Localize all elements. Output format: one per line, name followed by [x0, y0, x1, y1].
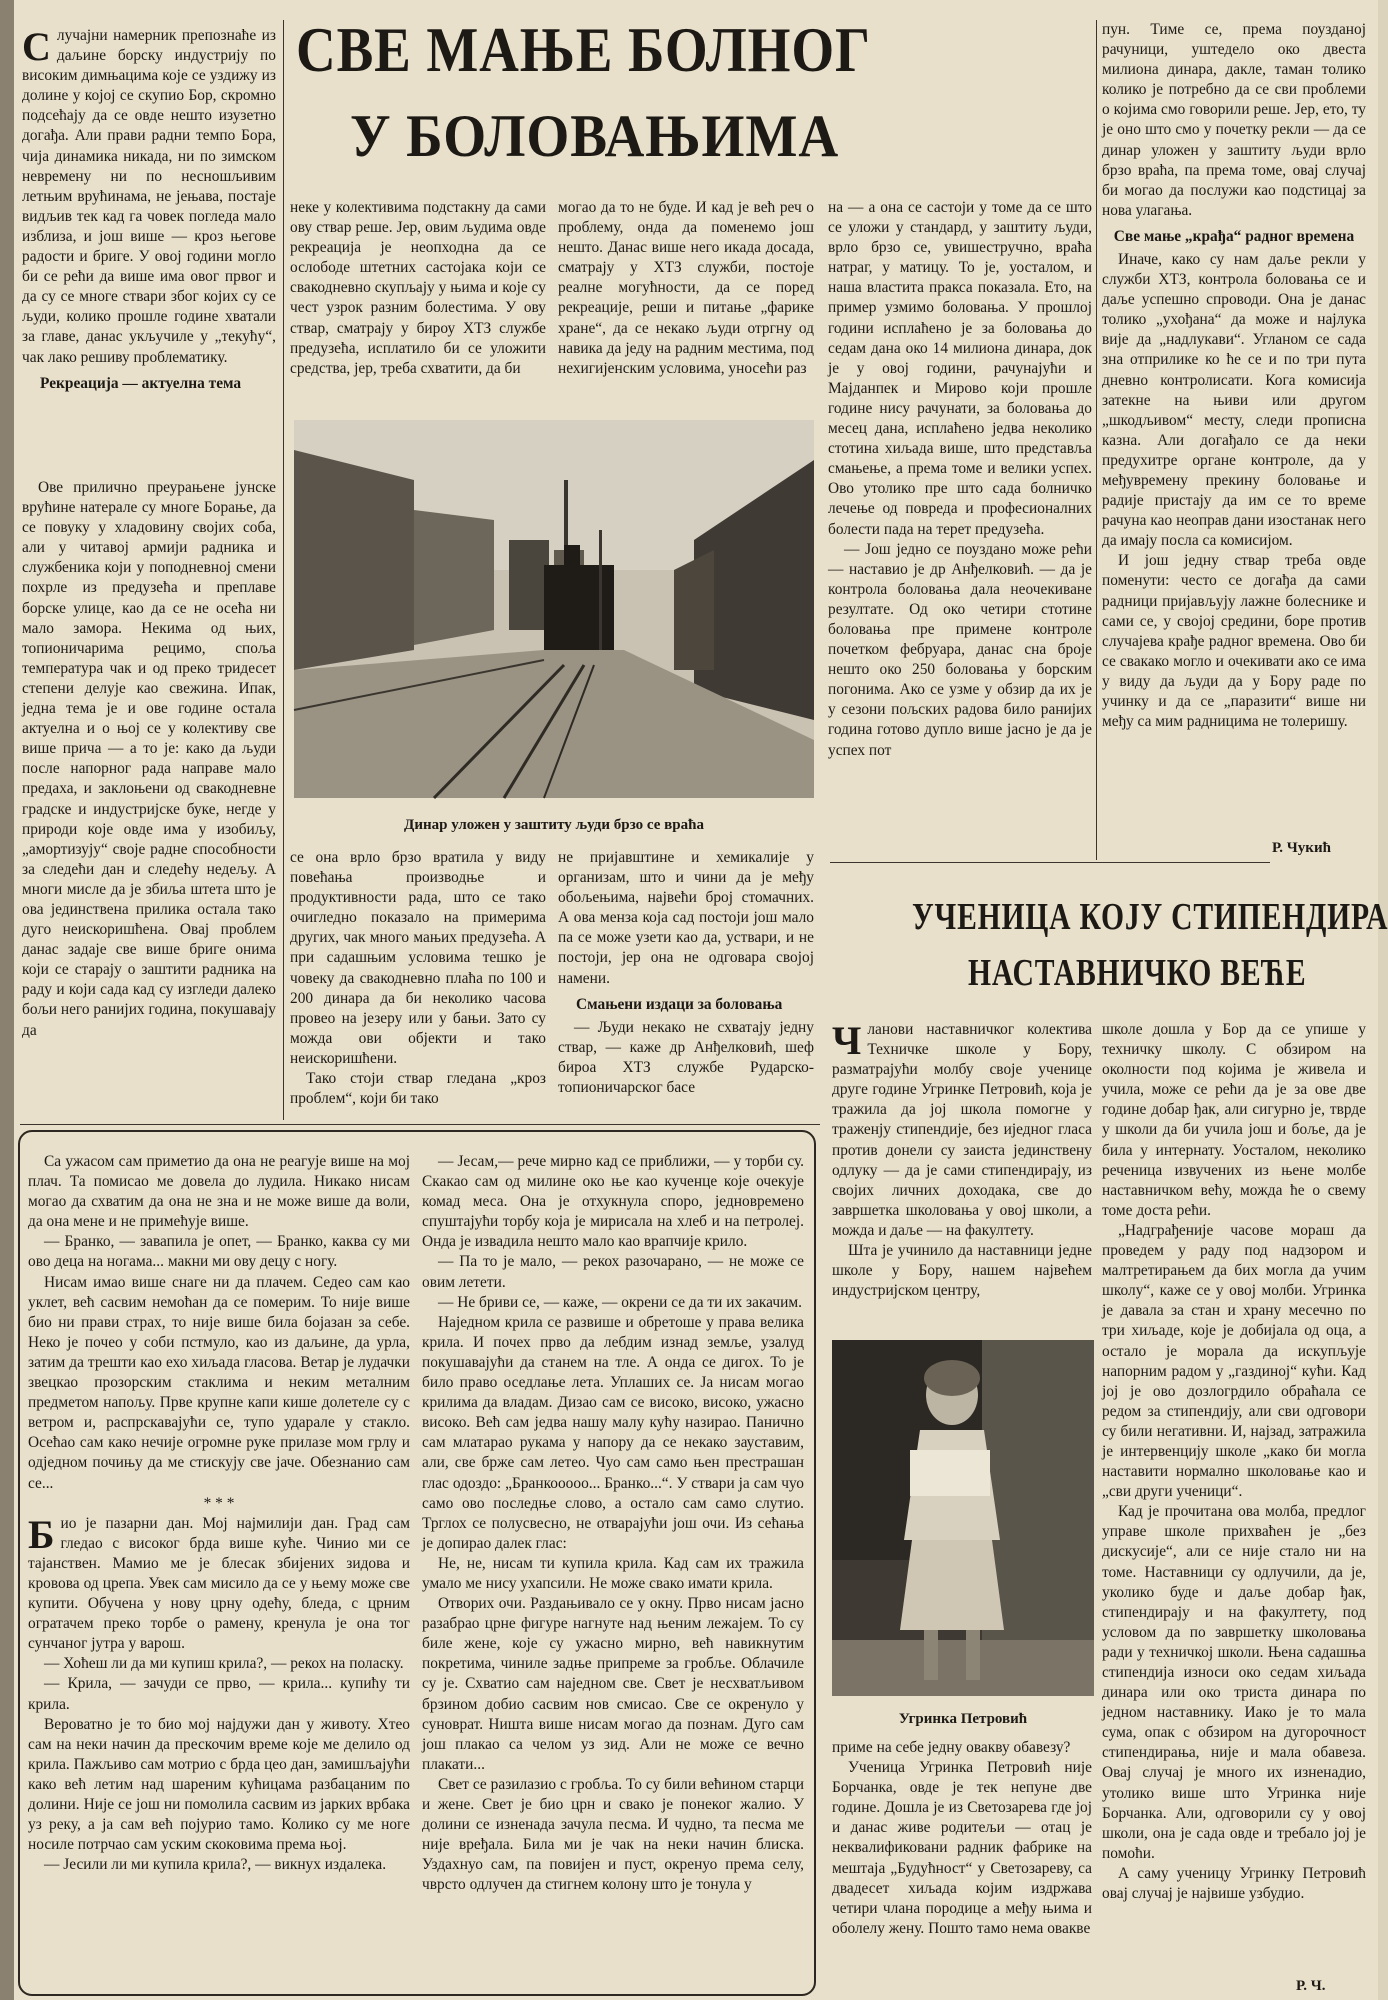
subhead-recreation: Рекреација — актуелна тема — [40, 374, 242, 392]
column-rule — [283, 20, 284, 1120]
article1-col3b — [558, 848, 814, 1104]
section-rule — [20, 1124, 820, 1125]
article3-col2-para1: — Јесам,— рече мирно кад се приближи, — у торби су. Скакао сам од милине око ње као кученце које очекује комад меса. Она је отхукнула споро, једновремено спуштајући торбу која је мирисала на хлеб и на петролеј. Онда је извадила нешто мало као врапчије крило. — [422, 1153, 804, 1251]
article2-col2-para3: Кад је прочитана ова молба, предлог управе школе прихваћен је „без дискусије“, али се није стало ни на томе. Наставници су одлучили, да је, уколико буде и даље добар ђак, стипендирају и на факултету, под условом да по завршетку школовања ради у техничкој школи. Њена садашња стипендија износи око седам хиљада динара или око триста динара по једном наставнику. Иако је то мала сума, опак с обзиром на дугорочност стипендирања, није и мала обавеза. Овај случај је много их изненадио, утолико више што Угринка није Борчанка. Али, одговорили су у овој школи, она је сада овде и требало јој је помоћи. — [1102, 1503, 1366, 1862]
article3-col2-para3: — Не бриви се, — каже, — окрени се да ти их закачим. — [438, 1293, 802, 1311]
article3-col1-para4-text: ио је пазарни дан. Мој најмилији дан. Град сам гледао с високог брда више куће. Чинио ми се тајанствен. Мамио ме је блесак збијених зидова и кровова од црепа. Увек сам мисило да се у њему може све купити. Обучена у нову црну одећу, бледа, с црним огратачем преко торбе о рамену, кренула је она тог сунчаног јутра у варош. — [28, 1514, 410, 1653]
article1-col2b-text: се она врло брзо вратила у виду повећања производње и продуктивности рада, што се тако очигледно показало на примерима других, чак много мањих предузећа. А при садашњим условима тешко је човеку да свакодневно плаћа по 100 и 200 динара да би неколико часова провео на језеру или у бањи. Зато су можда ови објекти и тако неискоришћени. — [290, 849, 546, 1067]
article3-col1-para2: — Бранко, — завапила је опет, — Бранко, каква су ми ово деца на ногама... макни ми ову децу с ногу. — [28, 1233, 410, 1271]
student-photo-caption: Угринка Петровић — [898, 1711, 1028, 1727]
locomotive-factory-image — [294, 420, 814, 798]
article1-col5-body: Иначе, како су нам даље рекли у служби ХТЗ, контрола боловања се и даље успешно спроводи. Она је данас толико „ухођана“ да може и најлука вије да „надлукави“. Угланом се сада зна отприлике ко ће се и по три пута дневно контролисати. Кога комисија затекне на њиви или другом „шкодљивом“ месту, следи прописна казна. Али догађало се да неки предухитре органе контроле, да у међувремену прекину боловање и радије пристају да им се то време рачуна као неоправ дани изостанак него да имају посла са комисијом. — [1102, 250, 1366, 550]
section-stars: * * * — [203, 1494, 235, 1512]
article2-col2-para2: „Надграђеније часове мораш да проведем у раду под надзором и малтретирањем да бих могла да учим школу“, каже се у овој молби. Угринка је давала за стан и храну месечно по три хиљаде, које је добијала од оца, а остало је морала да искупљује напорним радом у „газдиној“ кући. Кад јој је ово дозлогрдило обраћала се редом за стипендију, али сви одговори су били негативни. И, најзад, затражила је интервенцију школе „како би могла наставити нормално школовање као и „сви други ученици“. — [1102, 1221, 1366, 1501]
article3-col1-para3: Нисам имао више снаге ни да плачем. Седео сам као уклет, већ сасвим немоћан да се померим. То није више био ни прави страх, то није више била бојазан за себе. Неко је почео у соби пстмуло, као из даљине, да урла, затим да трешти као ехо хиљада гласова. Ветар је лудачки звецкао прозорским стаклима и неким металним предметом напољу. Прве крупне капи кише долетеле су с ветром и, распрскавајући се, тупо ударале у стакло. Осећао сам како нечије огромне руке прилазе мом грлу и одједном почињу да ме стискују све јаче. Обезнанио сам се... — [28, 1273, 410, 1492]
article1-lead-text: лучајни намерник препознаће из даљине борску индустрију по високим димњацима које се уздижу из долине у којој се скупио Бор, скромно подсећају да се овде нешто изузетно догађа. Али прави радни темпо Бора, чија динамика никада, ни по зимском невремену ни по несношљивим летњим врућинама, не јењава, постаје видљив тек кад га човек погледа мало изблиза, и још више — кроз његове радости и бриге. У овој години могло би се рећи да више има овог првог и да су се многе ствари због којих су се људи, колико прошле године хватали за главе, данас укључиле у „текућу“, чак лако решиву проблематику. — [22, 27, 276, 366]
student-portrait-image — [832, 1340, 1094, 1696]
article1-signature: Р. Чукић — [1272, 840, 1331, 856]
article3-col2-para7: Свет се разилазио с гробља. То су били већином старци и жене. Свет је био црн и свако је понеког жалио. У долини се изненада зачула песма. И чудно, та песма ме није вређала. Била ми је чак на неки начин блиска. Уздахнуо сам, па повијен и пуст, окренуо према селу, чврсто одлучен да стигнем колону што је тонула у — [422, 1775, 804, 1894]
article1-col5-para2: И још једну ствар треба овде поменути: често се догађа да сами радници пријављују лажне болеснике и сами се, у својој средини, боре против случајева крађе радног времена. Ово би се свакако могло и очекивати ако се има у виду да људи да у Бору раде по учинку и да се „паразити“ више ни међу са мим радницима не толеришу. — [1102, 552, 1366, 731]
article3-col1 — [28, 1152, 410, 1988]
article3-col1-para6: — Крила, — зачуди се прво, — крила... купићу ти крила. — [28, 1675, 410, 1713]
article1-headline-line2: У БОЛОВАЊИМА — [350, 103, 840, 169]
article3-col1-para7: Вероватно је то био мој најдужи дан у животу. Хтео сам на неки начин да прескочим време које ме делило од крила. Пажљиво сам мотрио с брда цео дан, замишљајући како већ летим над шареним кућицама разбацаним по долини. Није се још ни помолила сасвим из јарких врбака уз реку, а ја сам већ појурио тамо. Колико су ме ноге носиле потрчао сам уским скоковима према њој. — [28, 1715, 410, 1854]
article1-col3-text: могао да то не буде. И кад је већ реч о проблему, онда да поменемо још нешто. Данас више него икада досада, сматрају у ХТЗ служби, постоје реалне могућности, да се поред рекреације, реши и питање „фарике хране“, да се некако људи отргну од навика да једу на радним местима, под нехигијенским условима, уносећи раз — [558, 199, 814, 377]
article1-col4-para2: — Још једно се поуздано може рећи — наставио је др Анђелковић. — да је контрола боловања дала неочекиване резултате. Од око четири стотине боловања пре примене контроле почетком фебруара, данас сна броје нешто око 250 боловања у борским погонима. Ако се узме у обзир да их је у сезони пољских радова било ранијих година готово дупло више јасно је да је успех пот — [828, 540, 1092, 759]
article3-col1-para5: — Хоћеш ли да ми купиш крила?, — рекох на поласку. — [44, 1655, 404, 1673]
article1-col5 — [1102, 20, 1366, 838]
subhead-reduced-costs: Смањени издаци за боловања — [576, 995, 783, 1013]
article1-col2b-para2: Тако стоји ствар гледана „кроз проблем“, који би тако — [290, 1070, 546, 1108]
article1-col1-body-text: Ове прилично преурањене јунске врућине натерале су многе Борање, да се повуку у хладовину својих соба, али у читавој армији радника и службеника који у поподневној смени похрле из предузећа и преплаве борске улице, као да се не осећа ни мало замора. Некима од њих, топионичарима рецимо, споља температура чак и од преко тридесет степени делује као свежина. Ипак, једна тема је и ове године остала актуелна и о њој се у колективу све више прича — а то је: како да људи после напорног рада направе мало предаха, и заклоњени од свакодневне градске и индустријске буке, негде у природи које овде има у изобиљу, „амортизују“ своје радне способности за следећи дан и следећу недељу. А многи мисле да је збиља штета што је ова јединствена прилика остала тако дуго неискоришћена. Овај проблем данас задаје све више бриге онима који се старају о заштити радника на раду и који сада кад су изгледи далеко бољи него ранијих година, покушавају да — [22, 479, 276, 1039]
article1-col3b-text: не пријавштине и хемикалије у организам, што и чини да је међу обољењима, највећи број стомачних. А ова менза која сад постоји још мало па се може узети као да, уствари, и не постоји, јер она не одговара својој намени. — [558, 849, 814, 987]
column-rule — [1096, 20, 1097, 860]
article3-col1-para4 — [28, 1511, 410, 1655]
article1-col4 — [828, 198, 1092, 858]
article2-signature: Р. Ч. — [1296, 1978, 1326, 1994]
article3-col2-para6: Отворих очи. Раздањивало се у окну. Прво нисам јасно разабрао црне фигуре нагнуте над њеним лежајем. То су биле жене, које су ужасно мирно, већ навикнутим покретима, чиниле задње припреме за гробље. Облачиле су је. Схватио сам наједном све. Свет је несхватљивом брзином добио сасвим нов смисао. Све се окренуло у суноврат. Ништа више нисам могао да познам. Дуго сам још плакао са челом уз зид. Али не може се вечно плакати... — [422, 1595, 804, 1773]
article1-col1-lead — [22, 24, 276, 392]
article2-col1b-para2: Ученица Угринка Петровић није Борчанка, овде је тек непуне две године. Дошла је из Светозарева где јој и данас живе родитељи — отац је неквалификовани радник фабрике на мештаја „Будућност“ у Светозареву, са двадесет хиљада којим издржава четири члана породице а међу њима и оболелу жену. Пошто тамо нема овакве — [832, 1759, 1092, 1937]
article2-col2-text: школе дошла у Бор да се упише у техничку школу. С обзиром на околности под којима је живела и учила, може се рећи да је за ове две године добар ђак, али сигурно је, тврде у школи да би учила још и боље, да је била у интернату. Уосталом, неколико реченица извучених из њене молбе наставничком већу, можда ће о свему томе доста рећи. — [1102, 1021, 1366, 1219]
student-photo — [832, 1340, 1094, 1696]
article1-col2-text: неке у колективима подстакну да сами ову ствар реше. Јер, овим људима овде рекреација је неопходна да се ослободе штетних састојака који се свакодневно скупљају у њима и које су чест узрок разним болестима. У ову ствар, сматрају у бироу ХТЗ службе предузећа, исплатило би се уложити средства, јер, треба схватити, да би — [290, 199, 546, 377]
railway-photo-caption: Динар уложен у заштиту људи брзо се враћа — [404, 817, 704, 833]
article1-col5-text: пун. Тиме се, према поузданој рачуници, уштедело око двеста милиона динара, дакле, таман толико колико је потребно да се сви проблеми о којима смо говорили реше. Јер, ето, ту је оно што смо у почетку рекли — да се динар уложен у заштиту људи врло брзо враћа, па према томе, овај случај би могао да послужи као подстицај за нова улагања. — [1102, 21, 1366, 219]
article2-col1 — [832, 1020, 1092, 1320]
article1-col3 — [558, 198, 814, 400]
page-binding-edge — [0, 0, 14, 2000]
article1-headline-line1: СВЕ МАЊЕ БОЛНОГ — [296, 14, 871, 85]
article3-col2-para4: Наједном крила се развише и обретоше у права велика крила. И почех прво да лебдим изнад земље, узалуд покушавајући да станем на тле. А онда се дигох. То је било право оседлање лета. Уплаших се. Ја нисам могао крилима да владам. Дизао сам се високо, високо, ужасно високо. Већ сам једва нашу малу кућу назирао. Панично сам млатарао рукама у напору да се некако зауставим, али, све брже сам летео. Чуо сам само њен престрашан глас одоздо: „Бранкооооо... Бранко...“. У ствари ја сам чуо само ово последње слово, а остало сам само слутио. Трглох се полусвесно, не отварајући још очи. Из сећања је допирао далек глас: — [422, 1313, 804, 1552]
article2-col1b-text: приме на себе једну овакву обавезу? — [832, 1739, 1071, 1756]
subhead-time-theft: Све мање „крађа“ радног времена — [1113, 227, 1355, 245]
article2-col1b — [832, 1738, 1092, 1990]
article2-col2-para4: А саму ученицу Угринку Петровић овај случај је највише узбудио. — [1102, 1864, 1366, 1903]
article2-headline-line2: НАСТАВНИЧКО ВЕЋЕ — [968, 952, 1307, 994]
article1-col3b-para2: — Људи некако не схватају једну ствар, — каже др Анђелковић, шеф бироа ХТЗ службе Рударско-топионичарског басе — [558, 1018, 814, 1096]
article1-col2b — [290, 848, 546, 1108]
article1-col1-body — [22, 478, 276, 1118]
section-rule — [830, 862, 1270, 863]
drop-cap-b: Б — [28, 1511, 55, 1557]
article3-col1-para8: — Јесили ли ми купила крила?, — викнух издалека. — [44, 1856, 387, 1874]
drop-cap-s: С — [22, 24, 51, 69]
article2-headline-line1: УЧЕНИЦА КОЈУ СТИПЕНДИРА — [912, 896, 1388, 938]
article1-col4-text: на — а она се састоји у томе да се што се уложи у стандард, у заштиту људи, врло брзо се, увишестручно, враћа натраг, у матицу. То је, уосталом, и наша властита пракса показала. Ето, на пример узмимо боловања. У прошлој години исплаћено је за боловања до седам дана око 14 милиона динара, док је у овој години, рачунајући и Мајданпек и Мирово који прошле године нису рачунати, за боловања до месец дана, исплаћено једва неколико стотина хиљада више, што представља смањење, а према томе и велики успех. Ово утолико пре што сада болничко лечење од повреда и професионалних болести пада на терет предузећа. — [828, 199, 1092, 538]
article3-col2-para5: Не, не, нисам ти купила крила. Кад сам их тражила умало ме нису ухапсили. Не може свако имати крила. — [422, 1554, 804, 1592]
article3-col1-para1: Са ужасом сам приметио да она не реагује више на мој плач. Та помисао ме довела до лудила. Никако нисам могао да схватим да она не зна и не може више да воли, да она мене и не примећује више. — [28, 1153, 410, 1231]
article2-col1-para2: Шта је учинило да наставници једне школе у Бору, нашем највећем индустријском центру, — [832, 1242, 1092, 1300]
article1-col2 — [290, 198, 546, 400]
article3-col2-para2: — Па то је мало, — рекох разочарано, — не може се овим летети. — [422, 1253, 804, 1291]
article3-col2 — [422, 1152, 804, 1988]
article2-col2 — [1102, 1020, 1366, 1982]
drop-cap-ch: Ч — [832, 1018, 862, 1063]
railway-photo — [294, 420, 814, 798]
article2-col1-text: ланови наставничког колектива Техничке школе у Бору, разматрајући молбу своје ученице друге године Угринке Петровић, која је тражила да јој школа помогне у траженју стипендије, без иједног гласа против донели су заиста јединствену одлуку — да је сами стипендирају, из својих личних доходака, све до завршетка школовања у овој школи, а можда и даље — на факултету. — [832, 1021, 1092, 1239]
